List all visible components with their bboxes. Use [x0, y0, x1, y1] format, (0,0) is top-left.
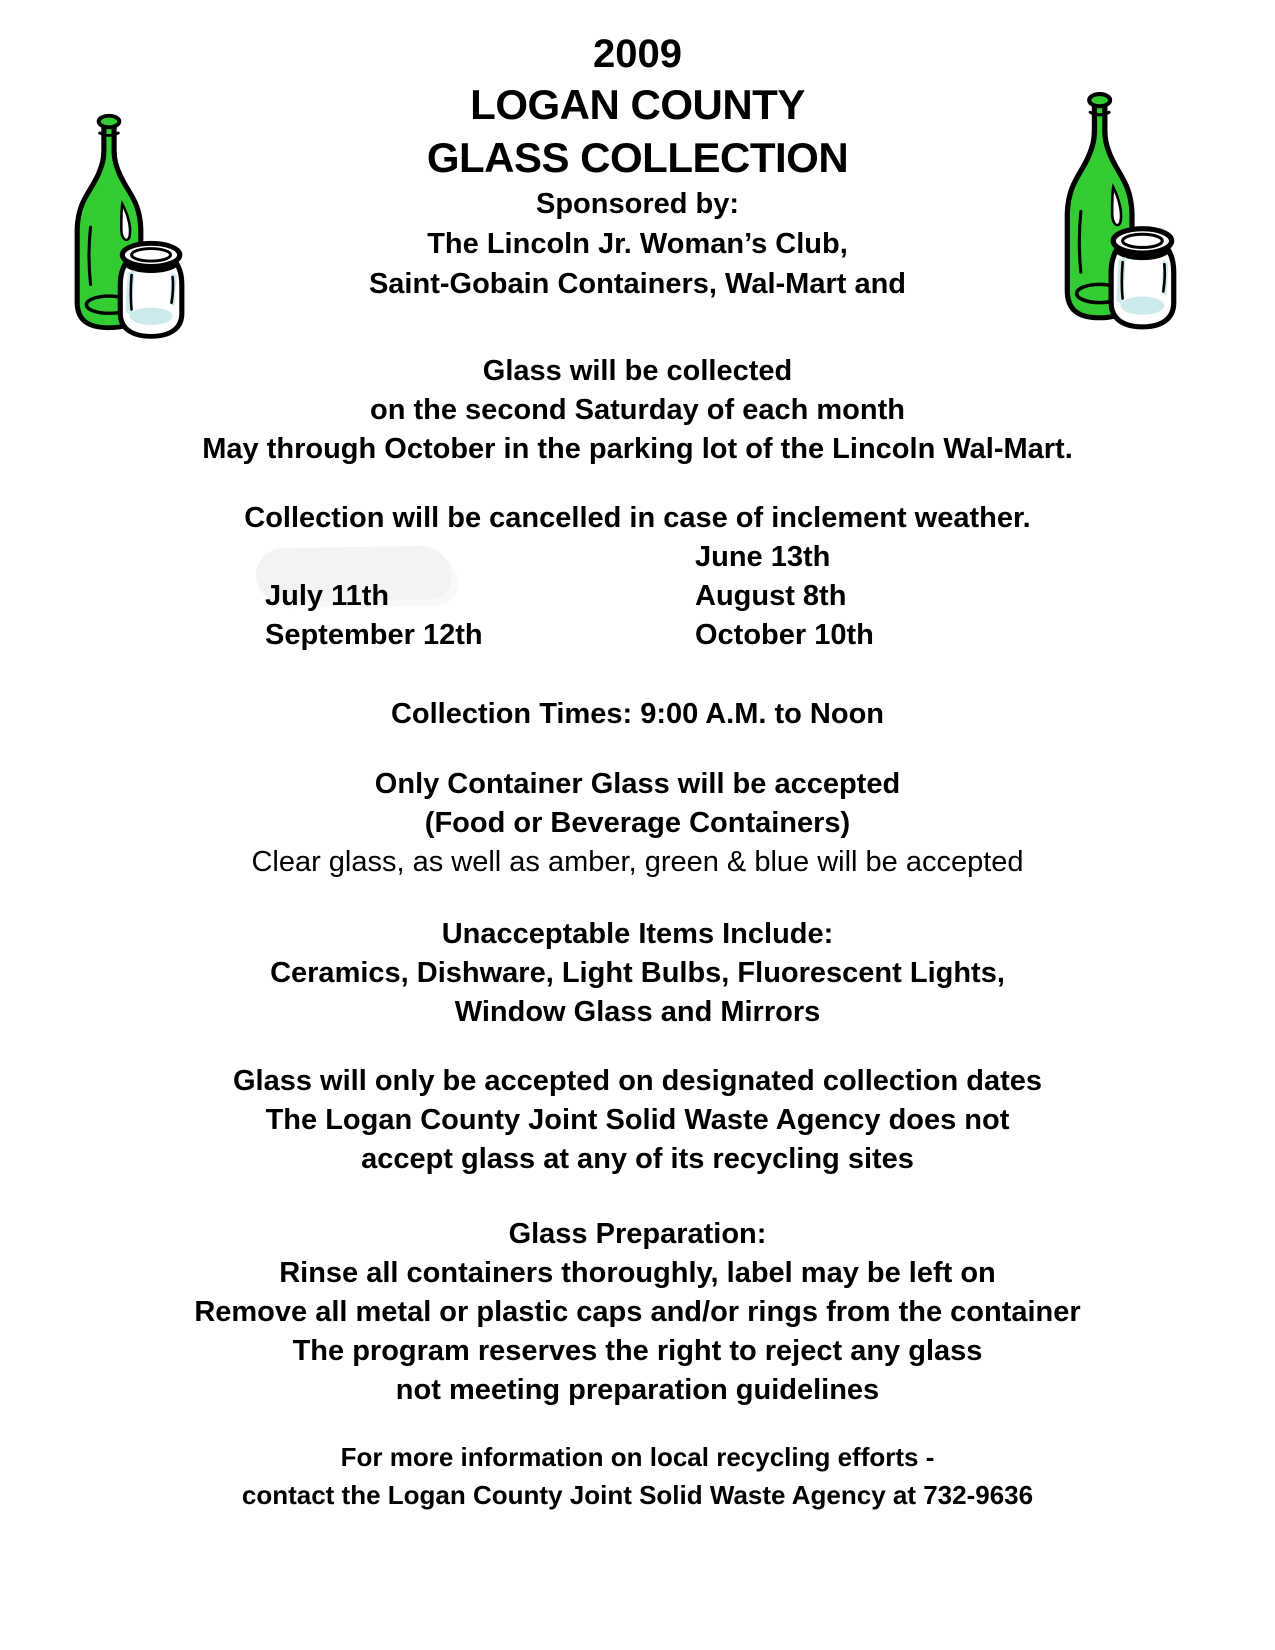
- intro-line: May through October in the parking lot of the Lincoln Wal-Mart.: [202, 433, 1073, 465]
- policy-section: [0, 1062, 1275, 1179]
- date-row: [0, 616, 1275, 655]
- flyer-year: 2009: [593, 32, 682, 76]
- preparation-section: [0, 1215, 1275, 1410]
- accepted-line: Only Container Glass will be accepted: [374, 768, 901, 800]
- policy-line: accept glass at any of its recycling sites: [361, 1143, 914, 1175]
- policy-line: The Logan County Joint Solid Waste Agency does not: [265, 1104, 1010, 1136]
- policy-line: Glass will only be accepted on designated collection dates: [233, 1065, 1042, 1097]
- flyer-title-line2: GLASS COLLECTION: [426, 134, 849, 181]
- unacceptable-heading: Unacceptable Items Include:: [441, 918, 834, 950]
- sponsor-line: The Lincoln Jr. Woman’s Club,: [427, 228, 848, 260]
- flyer-title-line1: LOGAN COUNTY: [470, 81, 805, 128]
- sponsor-line: Saint-Gobain Containers, Wal-Mart and: [368, 268, 907, 300]
- collection-intro: [0, 352, 1275, 469]
- footer-line: For more information on local recycling efforts -: [340, 1442, 935, 1472]
- accepted-colors-note: Clear glass, as well as amber, green & blue will be accepted: [251, 846, 1024, 878]
- date-cell: June 13th: [695, 541, 831, 573]
- footer-contact: [0, 1438, 1275, 1514]
- intro-line: on the second Saturday of each month: [370, 394, 905, 426]
- accepted-line: (Food or Beverage Containers): [424, 807, 851, 839]
- date-cell: September 12th: [265, 619, 483, 651]
- cancellation-and-dates: [0, 499, 1275, 655]
- footer-line: contact the Logan County Joint Solid Waste Agency at 732-9636: [241, 1480, 1034, 1510]
- date-row: [0, 577, 1275, 616]
- preparation-line: Rinse all containers thoroughly, label may be left on: [279, 1257, 996, 1289]
- glass-jar-icon: [1111, 229, 1174, 327]
- collection-times-text: Collection Times: 9:00 A.M. to Noon: [390, 698, 885, 730]
- date-row: [0, 538, 1275, 577]
- glass-jar-icon: [120, 243, 182, 336]
- sponsored-by-label: Sponsored by:: [535, 188, 739, 220]
- preparation-line: Remove all metal or plastic caps and/or rings from the container: [194, 1296, 1081, 1328]
- cancellation-note: Collection will be cancelled in case of inclement weather.: [244, 502, 1031, 534]
- accepted-section: [0, 765, 1275, 882]
- preparation-line: The program reserves the right to reject any glass: [292, 1335, 983, 1367]
- date-cell: August 8th: [695, 580, 847, 612]
- unacceptable-section: [0, 915, 1275, 1032]
- collection-times: [0, 695, 1275, 734]
- preparation-heading: Glass Preparation:: [508, 1218, 767, 1250]
- preparation-line: not meeting preparation guidelines: [395, 1374, 880, 1406]
- date-cell: October 10th: [695, 619, 874, 651]
- bottle-jar-clipart-left: [70, 110, 188, 345]
- date-cell: July 11th: [265, 580, 390, 612]
- collection-dates: [0, 538, 1275, 655]
- unacceptable-line: Ceramics, Dishware, Light Bulbs, Fluorescent Lights,: [270, 957, 1005, 989]
- intro-line: Glass will be collected: [482, 355, 793, 387]
- unacceptable-line: Window Glass and Mirrors: [454, 996, 821, 1028]
- bottle-jar-clipart-right: [1060, 88, 1180, 336]
